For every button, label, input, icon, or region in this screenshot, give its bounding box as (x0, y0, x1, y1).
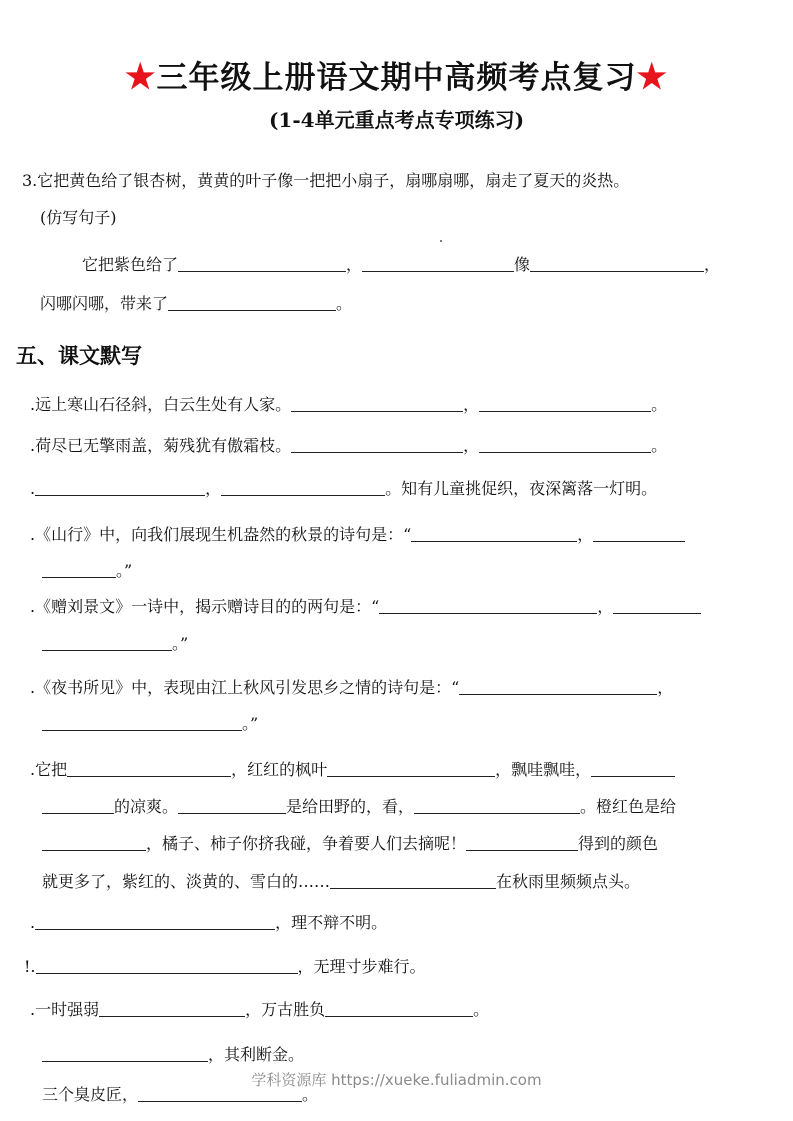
answer-blank[interactable] (291, 395, 463, 412)
answer-blank[interactable] (593, 525, 685, 542)
item-5-cont: 。” (42, 633, 188, 655)
answer-blank[interactable] (591, 760, 675, 777)
answer-blank[interactable] (42, 561, 116, 578)
answer-blank[interactable] (42, 634, 172, 651)
q3-line-1: 它把紫色给了 ， 像 ， (82, 255, 721, 274)
watermark: 学科资源库 https://xueke.fuliadmin.com (251, 1071, 542, 1089)
answer-blank[interactable] (327, 760, 495, 777)
answer-blank[interactable] (35, 479, 205, 496)
item-6: .《夜书所见》中，表现由江上秋风引发思乡之情的诗句是：“ ， (30, 678, 674, 697)
item-10: .一时强弱 ，万古胜负 。 (30, 1000, 490, 1019)
answer-blank[interactable] (479, 395, 651, 412)
answer-blank[interactable] (411, 525, 577, 542)
answer-blank[interactable] (36, 957, 298, 974)
title-text: 三年级上册语文期中高频考点复习 (156, 60, 637, 96)
q3-line-2: 闪哪闪哪，带来了 。 (40, 294, 353, 313)
answer-blank[interactable] (362, 255, 514, 272)
answer-blank[interactable] (42, 714, 242, 731)
item-5: .《赠刘景文》一诗中，揭示赠诗目的的两句是：“ ， (30, 596, 701, 618)
answer-blank[interactable] (479, 436, 651, 453)
item-7: .它把 ，红红的枫叶 ，飘哇飘哇， (30, 759, 675, 781)
answer-blank[interactable] (99, 1000, 245, 1017)
answer-blank[interactable] (35, 913, 275, 930)
answer-blank[interactable] (330, 872, 496, 889)
item-11: ，其利断金。 (42, 1044, 304, 1066)
item-7-line-3: ，橘子、柿子你挤我碰，争着要人们去摘呢！ 得到的颜色 (42, 833, 658, 855)
answer-blank[interactable] (466, 834, 578, 851)
answer-blank[interactable] (178, 797, 286, 814)
page-title (0, 52, 793, 97)
page-subtitle: (1-4单元重点考点专项练习) (268, 108, 525, 132)
answer-blank[interactable] (67, 760, 231, 777)
item-4-cont: 。” (42, 560, 132, 582)
answer-blank[interactable] (42, 1045, 208, 1062)
item-1: .远上寒山石径斜，白云生处有人家。 ， 。 (30, 395, 668, 414)
item-9: !. ，无理寸步难行。 (24, 957, 426, 976)
item-7-line-4: 就更多了，紫红的、淡黄的、雪白的…… 在秋雨里频频点头。 (42, 872, 641, 891)
item-3: . ， 。知有儿童挑促织，夜深篱落一灯明。 (30, 479, 658, 498)
answer-blank[interactable] (414, 797, 580, 814)
answer-blank[interactable] (459, 678, 657, 695)
item-2: .荷尽已无擎雨盖，菊残犹有傲霜枝。 ， 。 (30, 436, 668, 455)
q3-instruction: (仿写句子) (40, 208, 117, 227)
star-icon: ★ (125, 57, 157, 97)
answer-blank[interactable] (325, 1000, 473, 1017)
item-4: .《山行》中，向我们展现生机盎然的秋景的诗句是：“ ， (30, 524, 685, 546)
answer-blank[interactable] (42, 797, 114, 814)
answer-blank[interactable] (291, 436, 463, 453)
section-heading: 五、课文默写 (16, 343, 142, 368)
answer-blank[interactable] (613, 597, 701, 614)
answer-blank[interactable] (42, 834, 146, 851)
q3-prompt: 3.它把黄色给了银杏树，黄黄的叶子像一把把小扇子，扇哪扇哪，扇走了夏天的炎热。 (22, 171, 630, 190)
answer-blank[interactable] (168, 294, 336, 311)
answer-blank[interactable] (221, 479, 385, 496)
item-8: . ，理不辩不明。 (30, 913, 388, 932)
answer-blank[interactable] (530, 255, 704, 272)
item-6-cont: 。” (42, 713, 258, 735)
answer-blank[interactable] (379, 597, 597, 614)
item-12: 三个臭皮匠， 。 (42, 1085, 319, 1104)
speck (440, 240, 442, 242)
star-icon: ★ (636, 57, 668, 97)
item-7-line-2: 的凉爽。 是给田野的，看， 。橙红色是给 (42, 796, 676, 818)
answer-blank[interactable] (178, 255, 346, 272)
